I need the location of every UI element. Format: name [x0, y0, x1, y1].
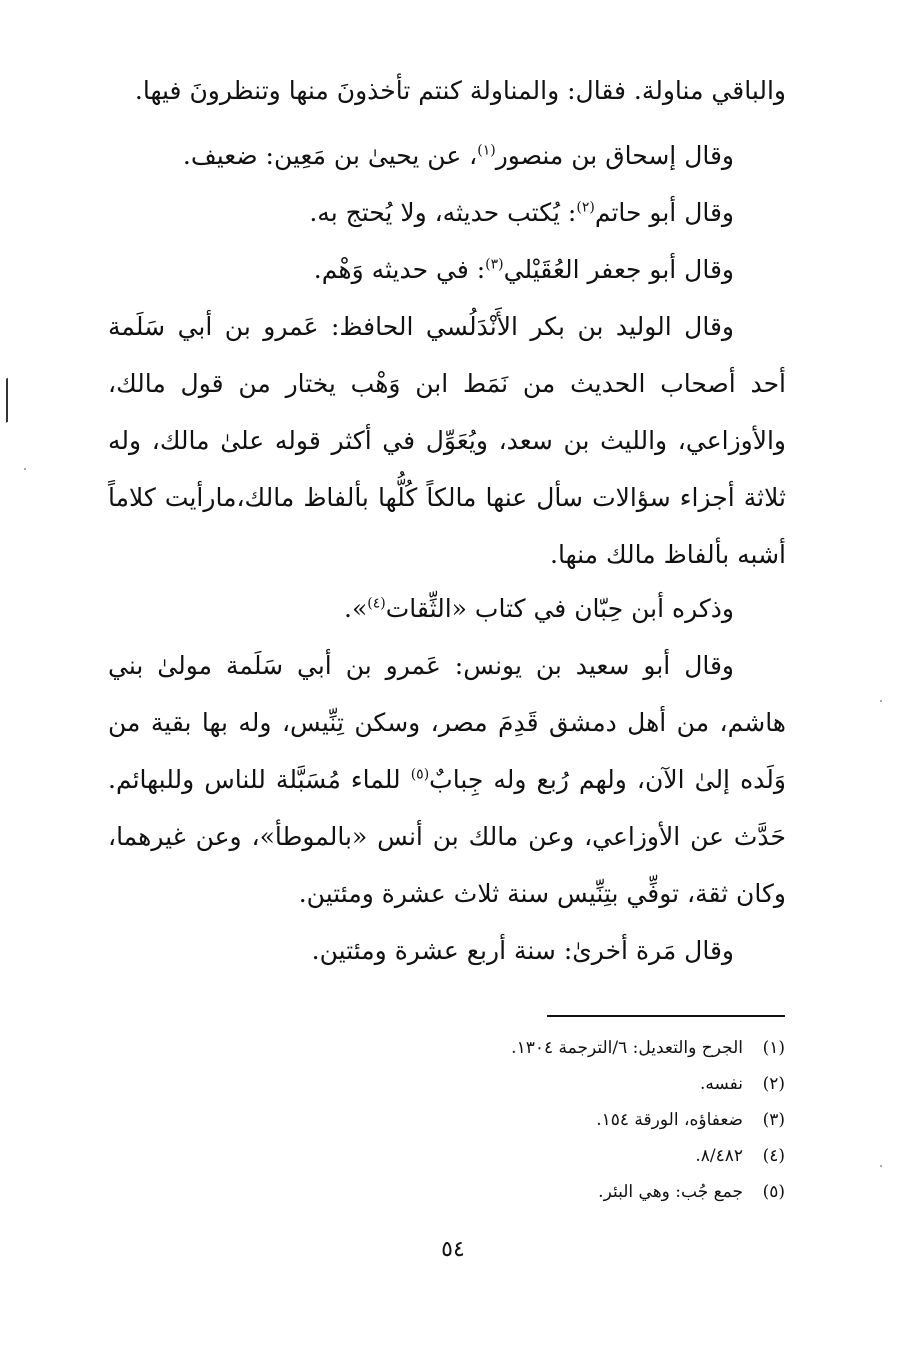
paragraph-ishaq — [108, 127, 786, 184]
scan-speck — [880, 700, 882, 702]
footnote-item — [285, 1138, 785, 1174]
footnote-ref[interactable]: (٤) — [367, 595, 386, 612]
footnote-item — [285, 1102, 785, 1138]
footnote-item — [285, 1174, 785, 1210]
footnote-ref[interactable]: (٣) — [485, 256, 504, 273]
scan-speck — [880, 1165, 882, 1167]
footnote-separator — [547, 1015, 785, 1017]
footnote-text: ضعفاؤه، الورقة ١٥٤. — [596, 1110, 743, 1130]
footnote-number: (٢) — [762, 1074, 785, 1094]
paragraph-text: وقال أبو حاتم — [594, 198, 734, 227]
paragraph-text: للماء مُسَبَّلة للناس وللبهائم. حَدَّث عن الأوزاعي، وعن مالك بن أنس «بالموطأ»، وعن غيرهما، وكان ثقة، توفِّي بتِنِّيس سنة ثلاث عشرة ومئتين. — [108, 765, 786, 908]
paragraph-continuation — [108, 62, 786, 119]
paragraph-text: وقال الوليد بن بكر الأَنْدَلُسي الحافظ: عَمرو بن أبي سَلَمة أحد أصحاب الحديث من نَمَط ابن وَهْب يختار من قول مالك، والأوزاعي، والليث بن سعد، ويُعَوِّل في أكثر قوله علىٰ مالك، وله ثلاثة أجزاء سؤالات سأل عنها مالكاً كُلُّها بألفاظ مالك،مارأيت كلاماً أشبه بألفاظ مالك منها. — [108, 312, 786, 569]
footnote-number: (٣) — [762, 1110, 785, 1130]
paragraph-text: : يُكتب حديثه، ولا يُحتج به. — [309, 198, 577, 227]
paragraph-text: ». — [344, 594, 368, 623]
paragraph-walid — [108, 298, 786, 583]
paragraph-another-time — [108, 922, 786, 979]
paragraph-text: : في حديثه وَهْم. — [313, 255, 486, 284]
main-text-narrations — [108, 127, 786, 298]
paragraph-text: والباقي مناولة. فقال: والمناولة كنتم تأخذونَ منها وتنظرونَ فيها. — [134, 76, 786, 105]
paragraph-text: ، عن يحيىٰ بن مَعِين: ضعيف. — [182, 141, 478, 170]
main-text-ibn-hibban — [108, 580, 786, 637]
footnote-ref[interactable]: (٥) — [410, 766, 430, 783]
page-number: ٥٤ — [441, 1237, 465, 1262]
paragraph-ibn-yunus — [108, 637, 786, 922]
main-text-walid — [108, 298, 786, 583]
paragraph-text: وقال أبو سعيد بن يونس: عَمرو بن أبي سَلَمة مولىٰ بني هاشم، من أهل دمشق قَدِمَ مصر، وسكن تِنِّيس، وله بها بقية من وَلَده إلىٰ الآن، ولهم رُبع وله جِبابٌ — [108, 651, 786, 794]
footnote-text: جمع جُب: وهي البئر. — [598, 1182, 743, 1202]
footnote-number: (٥) — [762, 1182, 785, 1202]
footnote-text: الجرح والتعديل: ٦/الترجمة ١٣٠٤. — [511, 1038, 743, 1058]
footnote-item — [285, 1066, 785, 1102]
paragraph-text: وذكره أبن حِبّان في كتاب «الثِّقات — [385, 594, 734, 623]
scan-speck — [24, 468, 26, 470]
footnote-number: (١) — [762, 1038, 785, 1058]
footnote-number: (٤) — [762, 1146, 785, 1166]
footnote-item — [285, 1030, 785, 1066]
main-text-top — [108, 62, 786, 119]
paragraph-ibn-hibban — [108, 580, 786, 637]
footnote-text: نفسه. — [699, 1074, 743, 1094]
footnote-ref[interactable]: (٢) — [576, 199, 595, 216]
paragraph-text: وقال إسحاق بن منصور — [495, 141, 734, 170]
footnotes — [285, 1030, 785, 1210]
footnote-ref[interactable]: (١) — [477, 142, 496, 159]
paragraph-text: وقال مَرة أخرىٰ: سنة أربع عشرة ومئتين. — [311, 936, 734, 965]
paragraph-abu-hatim — [108, 184, 786, 241]
footnote-text: ٨/٤٨٢. — [695, 1146, 743, 1166]
scan-edge-mark — [0, 378, 8, 427]
paragraph-text: وقال أبو جعفر العُقَيْلي — [503, 255, 734, 284]
paragraph-uqayli — [108, 241, 786, 298]
main-text-ibn-yunus — [108, 637, 786, 979]
